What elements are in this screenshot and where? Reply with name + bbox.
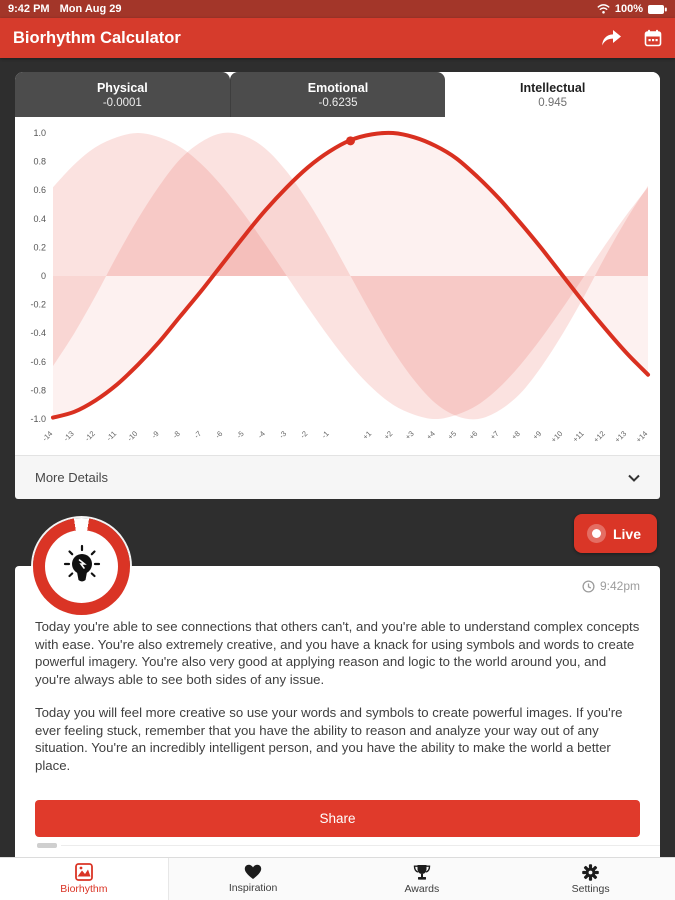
svg-text:0.6: 0.6	[33, 185, 46, 196]
svg-text:+13: +13	[612, 429, 629, 445]
chevron-down-icon	[628, 474, 640, 482]
biorhythm-chart-icon	[75, 863, 93, 881]
bottom-nav	[0, 857, 675, 900]
svg-text:0.4: 0.4	[33, 213, 46, 224]
svg-text:+9: +9	[530, 429, 544, 442]
truncated-next-section	[37, 843, 57, 848]
svg-text:-9: -9	[149, 429, 161, 441]
svg-text:+2: +2	[381, 429, 395, 442]
svg-text:-1.0: -1.0	[30, 414, 46, 424]
tab-emotional[interactable]	[230, 72, 446, 117]
nav-label-awards: Awards	[404, 882, 440, 895]
battery-percent: 100%	[614, 3, 643, 15]
intellectual-progress-ring	[33, 518, 130, 615]
svg-text:-0.4: -0.4	[30, 328, 46, 339]
biorhythm-chart	[15, 117, 660, 455]
svg-text:+1: +1	[360, 429, 374, 442]
insight-paragraph-2: Today you will feel more creative so use your words and symbols to create powerful images. If you're ever feeling stuck, remember that you have the ability to reason and analyze your way out of any situation. You're an incredibly intelligent person, and you have the ability to make the world a better place.	[35, 705, 623, 773]
status-bar	[0, 0, 675, 18]
nav-label-settings: Settings	[571, 882, 610, 895]
svg-text:-12: -12	[82, 429, 97, 444]
nav-label-biorhythm: Biorhythm	[60, 883, 108, 895]
clock-icon	[582, 580, 595, 593]
svg-text:+7: +7	[488, 429, 501, 442]
svg-text:+8: +8	[509, 429, 522, 442]
gear-icon	[582, 864, 599, 881]
svg-text:-5: -5	[234, 429, 246, 441]
nav-item-settings[interactable]	[506, 858, 675, 900]
lightbulb-icon	[59, 544, 105, 590]
svg-text:0.8: 0.8	[33, 156, 46, 167]
main-content	[0, 58, 675, 900]
insight-card	[15, 566, 660, 857]
timestamp: 9:42pm	[599, 579, 640, 593]
svg-text:-11: -11	[104, 429, 119, 443]
status-time: 9:42 PM	[8, 3, 50, 15]
svg-text:-10: -10	[125, 429, 140, 444]
svg-text:-0.2: -0.2	[30, 299, 46, 310]
tab-physical[interactable]	[15, 72, 230, 117]
app-bar	[0, 18, 675, 58]
live-dot-icon	[592, 529, 601, 538]
chart-card	[15, 117, 660, 455]
divider	[61, 845, 660, 846]
svg-text:-3: -3	[277, 429, 289, 441]
tab-physical-label: Physical	[96, 80, 148, 95]
svg-text:-7: -7	[192, 429, 204, 441]
nav-item-awards[interactable]	[338, 858, 507, 900]
svg-text:+3: +3	[403, 429, 416, 442]
nav-label-inspiration: Inspiration	[228, 882, 278, 894]
trophy-icon	[413, 864, 431, 881]
svg-text:+11: +11	[570, 429, 586, 445]
live-button[interactable]	[574, 514, 657, 553]
live-label: Live	[612, 525, 641, 542]
more-details-row[interactable]	[15, 455, 660, 499]
heart-icon	[244, 864, 262, 880]
tab-emotional-value: -0.6235	[318, 96, 358, 109]
svg-text:-14: -14	[40, 429, 55, 444]
battery-icon	[648, 5, 667, 14]
tab-intellectual-value: 0.945	[538, 96, 568, 109]
svg-text:+4: +4	[424, 429, 437, 442]
svg-text:-6: -6	[213, 429, 225, 441]
svg-text:-1: -1	[319, 429, 331, 441]
page-title: Biorhythm Calculator	[13, 28, 181, 47]
svg-text:0: 0	[40, 271, 46, 281]
more-details-label: More Details	[35, 470, 108, 485]
status-date: Mon Aug 29	[59, 3, 122, 15]
nav-item-inspiration[interactable]	[169, 858, 338, 900]
tab-emotional-label: Emotional	[307, 80, 369, 95]
svg-text:+6: +6	[466, 429, 480, 442]
svg-text:-4: -4	[255, 429, 267, 441]
svg-text:1.0: 1.0	[33, 128, 46, 138]
calendar-icon[interactable]	[644, 29, 662, 47]
svg-text:+10: +10	[549, 429, 565, 445]
biorhythm-tabs	[15, 72, 660, 117]
tab-intellectual-label: Intellectual	[520, 80, 586, 95]
insight-paragraph-1: Today you're able to see connections that others can't, and you're able to understand complex concepts with ease. You're also extremely creative, and you have a knack for using symbols and words to create powerful imagery. You're also very good at applying reason and logic to the world around you, and you're always able to see both sides of any issue.	[35, 619, 640, 687]
share-button[interactable]: Share	[35, 800, 640, 837]
share-icon[interactable]	[600, 29, 622, 47]
svg-text:-2: -2	[298, 429, 310, 441]
svg-text:-8: -8	[170, 429, 182, 441]
tab-physical-value: -0.0001	[102, 96, 142, 109]
svg-text:0.2: 0.2	[33, 242, 46, 253]
tab-intellectual[interactable]	[445, 72, 660, 117]
svg-text:-0.6: -0.6	[30, 356, 46, 367]
svg-text:+14: +14	[634, 429, 650, 445]
svg-text:+5: +5	[445, 429, 459, 442]
svg-text:+12: +12	[591, 429, 607, 445]
svg-text:-0.8: -0.8	[30, 385, 46, 396]
nav-item-biorhythm[interactable]	[0, 858, 169, 900]
wifi-icon	[597, 4, 610, 14]
svg-text:-13: -13	[61, 429, 76, 444]
